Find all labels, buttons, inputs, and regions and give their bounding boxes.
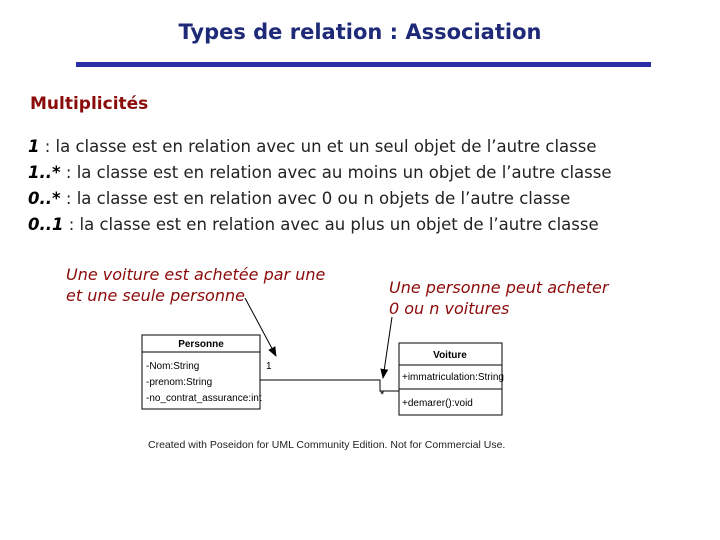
- class-attribute: +immatriculation:String: [402, 372, 504, 383]
- class-voiture: [399, 343, 504, 415]
- association-line: [260, 380, 399, 391]
- section-heading: Multiplicités: [30, 94, 149, 114]
- class-attribute: -prenom:String: [146, 377, 213, 388]
- multiplicity-description: : la classe est en relation avec 0 ou n objets de l’autre classe: [60, 189, 571, 208]
- note-line: 0 ou n voitures: [389, 299, 510, 318]
- multiplicity-description: : la classe est en relation avec au plus un objet de l’autre classe: [63, 215, 599, 234]
- note-line: Une voiture est achetée par une: [66, 265, 326, 284]
- multiplicity-value: 0..*: [28, 189, 61, 208]
- multiplicity-value: 1..*: [28, 163, 61, 182]
- multiplicity-value: 1: [28, 137, 40, 156]
- class-attribute: -no_contrat_assurance:int: [146, 393, 262, 404]
- note-arrow-right: [383, 317, 392, 378]
- class-personne: [142, 335, 262, 409]
- multiplicity-description: : la classe est en relation avec au moins un objet de l’autre classe: [60, 163, 612, 182]
- class-name: Personne: [178, 339, 224, 350]
- tool-footer-text: Created with Poseidon for UML Community Edition. Not for Commercial Use.: [148, 439, 506, 451]
- note-line: et une seule personne: [66, 286, 245, 305]
- class-operation: +demarer():void: [402, 398, 473, 409]
- class-attribute: -Nom:String: [146, 361, 200, 372]
- multiplicity-description: : la classe est en relation avec un et un seul objet de l’autre classe: [39, 137, 597, 156]
- multiplicity-label-voiture: *: [380, 389, 385, 401]
- multiplicity-value: 0..1: [28, 215, 64, 234]
- class-name: Voiture: [433, 350, 467, 361]
- note-line: Une personne peut acheter: [389, 278, 609, 297]
- slide-title: Types de relation : Association: [178, 20, 542, 44]
- multiplicity-label-personne: 1: [266, 361, 272, 372]
